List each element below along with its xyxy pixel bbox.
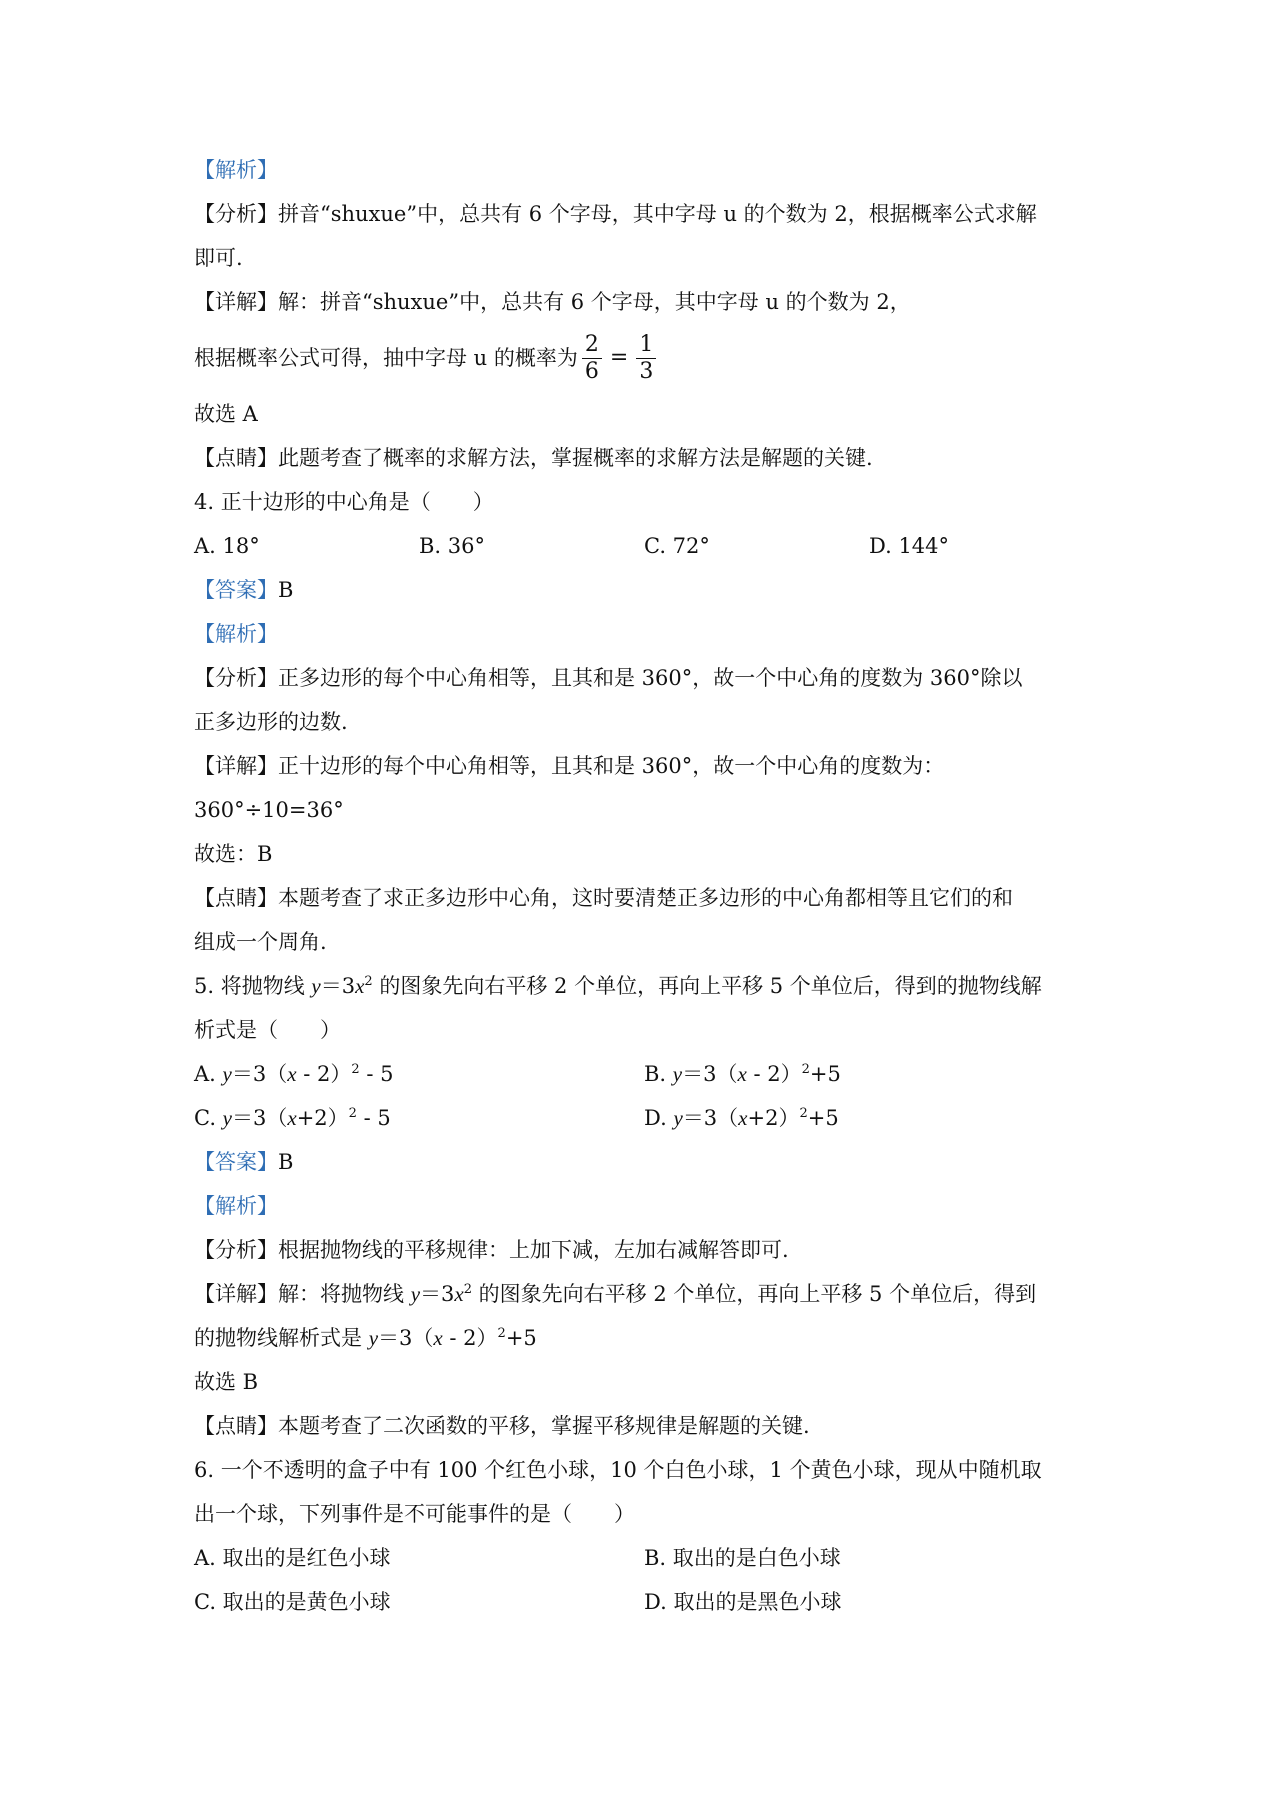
math-exponent: 2 [497, 1326, 506, 1341]
q5-dianjing [194, 1404, 1094, 1448]
q4-xiangjie-line2 [194, 788, 1094, 832]
math-text: ＝3（ [682, 1062, 738, 1086]
xiangjie-tag: 【详解】 [194, 1282, 278, 1306]
math-text: +5 [809, 1062, 841, 1086]
math-var: y [410, 1282, 421, 1306]
fraction-one-third [636, 332, 656, 385]
fenxi-tag: 【分析】 [194, 666, 278, 690]
math-exponent: 2 [801, 1062, 810, 1077]
daan-label: 【答案】 [194, 578, 278, 602]
question-text: 的图象先向右平移 2 个单位，再向上平移 5 个单位后，得到的抛物线解 [372, 974, 1042, 998]
option-label: B. [644, 1062, 673, 1086]
xiangjie-text: 360°÷10=36° [194, 798, 344, 822]
q3-dianjing [194, 436, 1094, 480]
q4-question [194, 480, 1094, 524]
xiangjie-text: 解：拼音“shuxue”中，总共有 6 个字母，其中字母 u 的个数为 2， [278, 290, 911, 314]
dianjing-tag: 【点睛】 [194, 446, 278, 470]
option-a: A. 取出的是红色小球 [194, 1546, 391, 1570]
q5-jiexi-heading [194, 1184, 1094, 1228]
option-label: D. [644, 1106, 674, 1130]
q3-xiangjie-line2 [194, 324, 1094, 392]
xiangjie-text: 正十边形的每个中心角相等，且其和是 360°，故一个中心角的度数为： [278, 754, 945, 778]
q4-fenxi-line2 [194, 700, 1094, 744]
fraction-denominator: 6 [584, 358, 599, 384]
q5-daan [194, 1140, 1094, 1184]
math-var: x [355, 974, 365, 998]
q6-options-row1 [194, 1536, 1094, 1580]
math-text: ＝3 [420, 1282, 455, 1306]
xiangjie-text: 的抛物线解析式是 [194, 1326, 369, 1350]
daan-value: B [278, 1150, 294, 1174]
fraction-numerator: 2 [582, 332, 602, 359]
dianjing-text: 本题考查了二次函数的平移，掌握平移规律是解题的关键. [278, 1414, 810, 1438]
xiangjie-text: 根据概率公式可得，抽中字母 u 的概率为 [194, 346, 578, 370]
math-var: y [672, 1062, 683, 1086]
math-text: - 5 [356, 1106, 391, 1130]
option-a: A. 18° [194, 534, 260, 558]
option-b [644, 1052, 1094, 1096]
math-var: y [222, 1062, 232, 1086]
daan-label: 【答案】 [194, 1150, 278, 1174]
q6-question-line1 [194, 1448, 1094, 1492]
q4-dianjing-line2 [194, 920, 1094, 964]
math-text: +2） [296, 1106, 349, 1130]
dianjing-text: 组成一个周角. [194, 930, 327, 954]
fenxi-text: 即可. [194, 246, 243, 270]
math-text: ＝3（ [232, 1106, 288, 1130]
q4-options [194, 524, 1094, 568]
question-text: 析式是（ ） [194, 1018, 341, 1042]
q5-options-row1 [194, 1052, 1094, 1096]
math-exponent: 2 [463, 1282, 472, 1297]
option-c: C. 取出的是黄色小球 [194, 1590, 391, 1614]
math-exponent: 2 [348, 1106, 357, 1121]
math-text: - 2） [442, 1326, 498, 1350]
q3-guxuan [194, 392, 1094, 436]
math-text: - 2） [296, 1062, 352, 1086]
question-text: 5. 将抛物线 [194, 974, 312, 998]
fenxi-tag: 【分析】 [194, 202, 278, 226]
option-d: D. 取出的是黑色小球 [644, 1590, 842, 1614]
fenxi-text: 拼音“shuxue”中，总共有 6 个字母，其中字母 u 的个数为 2，根据概率公式求解 [278, 202, 1037, 226]
math-var: y [222, 1106, 232, 1130]
dianjing-tag: 【点睛】 [194, 1414, 278, 1438]
dianjing-text: 本题考查了求正多边形中心角，这时要清楚正多边形的中心角都相等且它们的和 [278, 886, 1013, 910]
math-exponent: 2 [799, 1106, 808, 1121]
option-a [194, 1052, 644, 1096]
q6-options-row2 [194, 1580, 1094, 1624]
answer-choice-text: 故选 A [194, 402, 258, 426]
math-text: ＝3（ [378, 1326, 434, 1350]
math-var: y [673, 1106, 683, 1130]
math-var: x [737, 1062, 747, 1086]
q5-fenxi [194, 1228, 1094, 1272]
option-b: B. 36° [419, 534, 486, 558]
fraction-denominator: 3 [639, 358, 654, 384]
xiangjie-tag: 【详解】 [194, 290, 278, 314]
math-text: +2） [747, 1106, 800, 1130]
option-c [194, 1096, 644, 1140]
fenxi-text: 正多边形的每个中心角相等，且其和是 360°，故一个中心角的度数为 360°除以 [278, 666, 1023, 690]
q4-xiangjie-line1 [194, 744, 1094, 788]
q3-xiangjie-line1 [194, 280, 1094, 324]
option-b: B. 取出的是白色小球 [644, 1546, 841, 1570]
q4-dianjing-line1 [194, 876, 1094, 920]
math-exponent: 2 [364, 974, 373, 989]
dianjing-text: 此题考查了概率的求解方法，掌握概率的求解方法是解题的关键. [278, 446, 873, 470]
equals-sign: = [609, 345, 629, 370]
q4-fenxi-line1 [194, 656, 1094, 700]
jiexi-label: 【解析】 [194, 158, 278, 182]
math-text: - 2） [746, 1062, 802, 1086]
question-text: 4. 正十边形的中心角是（ ） [194, 490, 494, 514]
math-text: - 5 [359, 1062, 394, 1086]
q5-options-row2 [194, 1096, 1094, 1140]
q5-guxuan [194, 1360, 1094, 1404]
q5-question-line2 [194, 1008, 1094, 1052]
document-content [194, 148, 1094, 1624]
xiangjie-tag: 【详解】 [194, 754, 278, 778]
math-var: y [368, 1326, 379, 1350]
q5-question-line1 [194, 964, 1094, 1008]
q3-fenxi-line1 [194, 192, 1094, 236]
math-var: y [311, 974, 321, 998]
math-var: x [738, 1106, 748, 1130]
math-var: x [433, 1326, 443, 1350]
q4-guxuan [194, 832, 1094, 876]
question-text: 出一个球，下列事件是不可能事件的是（ ） [194, 1502, 635, 1526]
q3-jiexi-heading [194, 148, 1094, 192]
fraction-numerator: 1 [636, 332, 656, 359]
math-text: ＝3 [320, 974, 356, 998]
question-text: 6. 一个不透明的盒子中有 100 个红色小球，10 个白色小球，1 个黄色小球，现从中随机取 [194, 1458, 1042, 1482]
q4-daan [194, 568, 1094, 612]
q6-question-line2 [194, 1492, 1094, 1536]
math-var: x [454, 1282, 464, 1306]
math-var: x [287, 1106, 297, 1130]
math-var: x [287, 1062, 297, 1086]
answer-choice-text: 故选：B [194, 842, 273, 866]
q5-xiangjie-line2 [194, 1316, 1094, 1360]
math-text: ＝3（ [682, 1106, 739, 1130]
fenxi-text: 正多边形的边数. [194, 710, 348, 734]
fraction-two-sixths [582, 332, 602, 385]
dianjing-tag: 【点睛】 [194, 886, 278, 910]
option-c: C. 72° [644, 534, 710, 558]
xiangjie-text: 解：将抛物线 [278, 1282, 411, 1306]
option-label: C. [194, 1106, 223, 1130]
option-d [644, 1096, 1094, 1140]
math-text: +5 [505, 1326, 537, 1350]
q4-jiexi-heading [194, 612, 1094, 656]
q5-xiangjie-line1 [194, 1272, 1094, 1316]
option-label: A. [194, 1062, 223, 1086]
fenxi-tag: 【分析】 [194, 1238, 278, 1262]
xiangjie-text: 的图象先向右平移 2 个单位，再向上平移 5 个单位后，得到 [472, 1282, 1037, 1306]
daan-value: B [278, 578, 294, 602]
answer-choice-text: 故选 B [194, 1370, 259, 1394]
q3-fenxi-line2 [194, 236, 1094, 280]
jiexi-label: 【解析】 [194, 1194, 278, 1218]
jiexi-label: 【解析】 [194, 622, 278, 646]
math-text: ＝3（ [231, 1062, 288, 1086]
math-text: +5 [807, 1106, 839, 1130]
fenxi-text: 根据抛物线的平移规律：上加下减，左加右减解答即可. [278, 1238, 789, 1262]
option-d: D. 144° [869, 534, 950, 558]
math-exponent: 2 [351, 1062, 360, 1077]
